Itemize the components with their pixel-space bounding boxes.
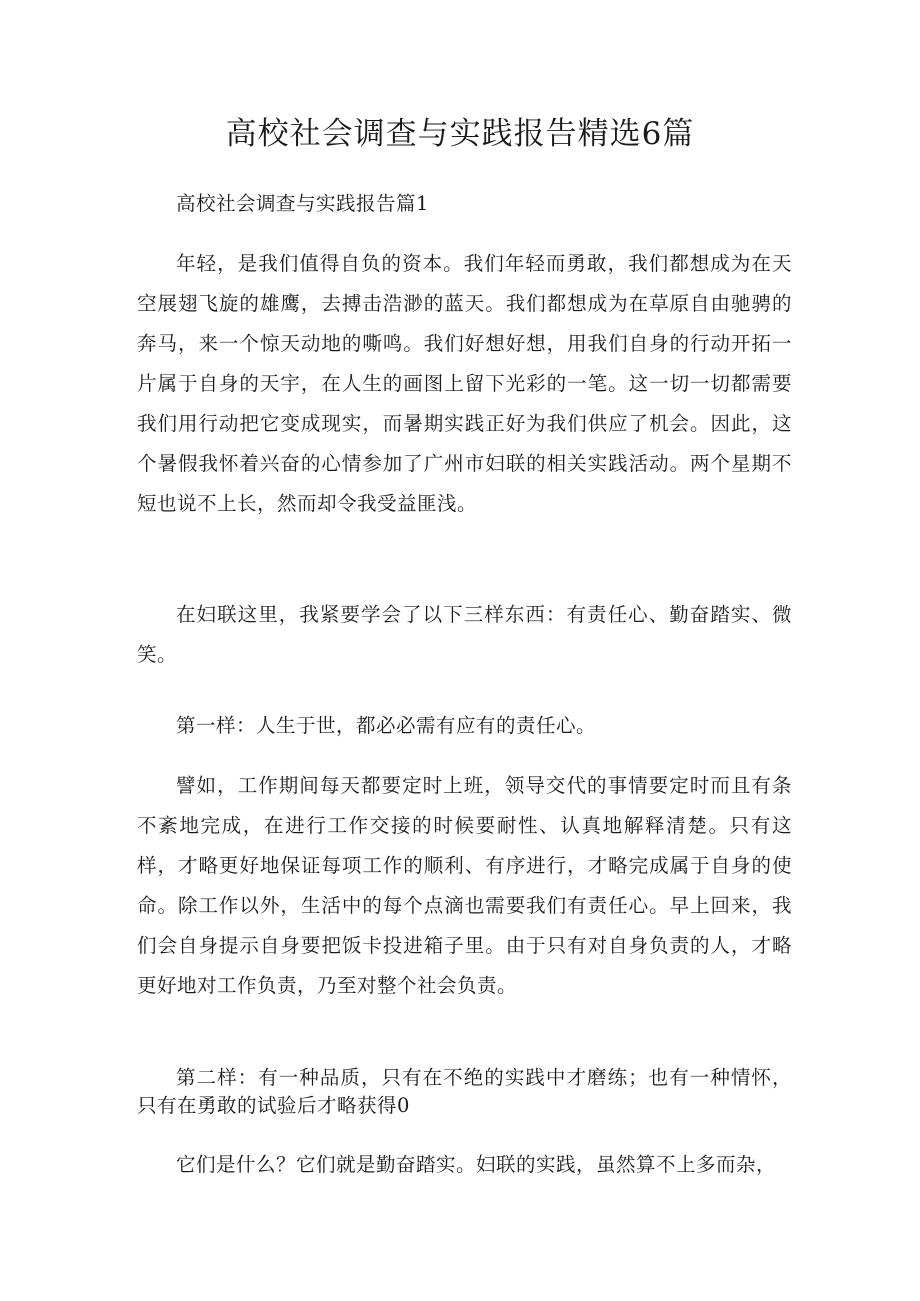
section-heading: 高校社会调查与实践报告篇1: [176, 192, 429, 215]
paragraph-1: 年轻，是我们值得自负的资本。我们年轻而勇敢，我们都想成为在天空展翅飞旋的雄鹰，去搏击浩渺的蓝天。我们都想成为在草原自由驰骋的奔马，来一个惊天动地的嘶鸣。我们好想好想，用我们自身的行动开拓一片属于自身的天宇，在人生的画图上留下光彩的一笔。这一切一切都需要我们用行动把它变成现实，而暑期实践正好为我们供应了机会。因此，这个暑假我怀着兴奋的心情参加了广州市妇联的相关实践活动。两个星期不短也说不上长，然而却令我受益匪浅。: [137, 252, 792, 515]
paragraph-2: 在妇联这里，我紧要学会了以下三样东西：有责任心、勤奋踏实、微笑。: [137, 603, 792, 666]
document-title: 高校社会调查与实践报告精选6篇: [225, 116, 695, 152]
paragraph-4: 譬如，工作期间每天都要定时上班，领导交代的事情要定时而且有条不紊地完成，在进行工作交接的时候要耐性、认真地解释清楚。只有这样，才略更好地保证每项工作的顺利、有序进行，才略完成属于自身的使命。除工作以外，生活中的每个点滴也需要我们有责任心。早上回来，我们会自身提示自身要把饭卡投进箱子里。由于只有对自身负责的人，才略更好地对工作负责，乃至对整个社会负责。: [137, 774, 792, 997]
paragraph-5: 第二样：有一种品质，只有在不绝的实践中才磨练；也有一种情怀，只有在勇敢的试验后才略获得0: [137, 1066, 792, 1117]
paragraph-6: 它们是什么？它们就是勤奋踏实。妇联的实践，虽然算不上多而杂，: [176, 1153, 777, 1176]
paragraph-3: 第一样：人生于世，都必必需有应有的责任心。: [176, 714, 597, 737]
